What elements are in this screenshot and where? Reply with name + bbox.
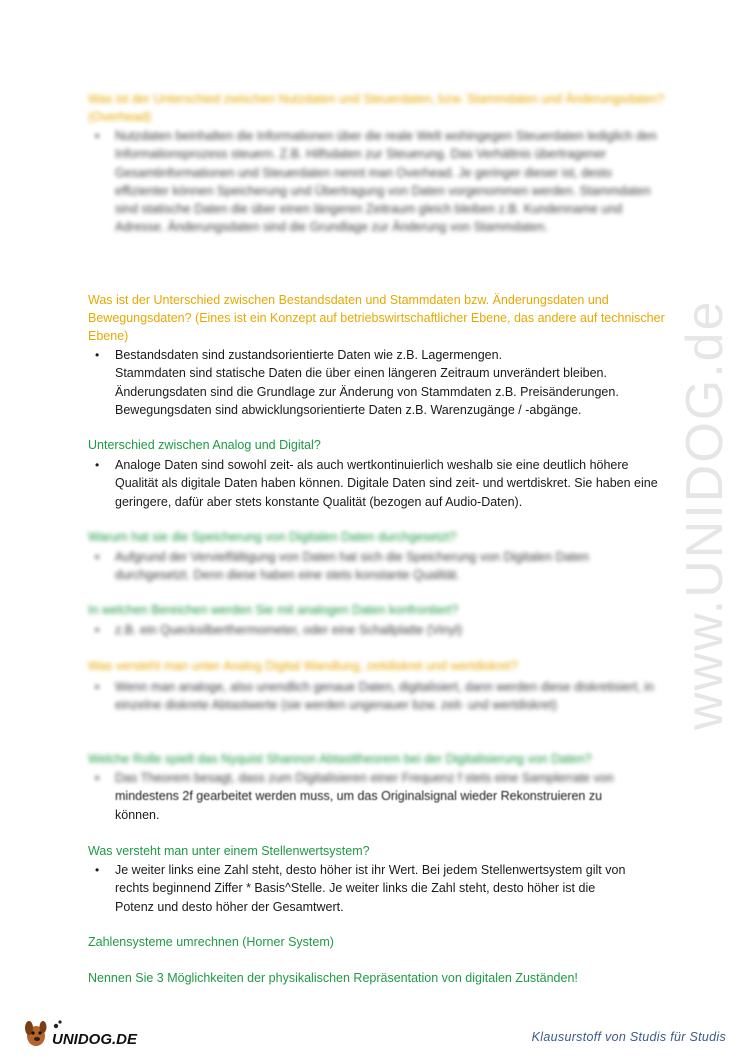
logo-text: UNIDOG.DE [52,1031,138,1048]
answer-2-line-4: Bewegungsdaten sind abwicklungsorientierte Daten z.B. Warenzugänge / -abgänge. [115,402,582,417]
answer-2-line-2: Stammdaten sind statische Daten die über einen längeren Zeitraum unverändert bleiben. [115,366,607,381]
answer-7-line-3: können. [115,807,160,822]
watermark [660,280,750,740]
question-10: Nennen Sie 3 Möglichkeiten der physikalischen Repräsentation von digitalen Zuständen! [88,971,578,985]
answer-8-line-3: Potenz und desto höher der Gesamtwert. [115,899,344,914]
unidog-logo [22,1016,152,1050]
bullet: • [95,863,100,877]
watermark-text: www.UNIDOG.de [676,299,734,730]
answer-3-text: Analoge Daten sind sowohl zeit- als auch wertkontinuierlich weshalb sie eine deutlich höhere Qualität als digitale Daten haben können. Digitale Daten sind zeit- und wertdiskret. Sie haben eine geringere, dafür aber stets konstante Qualität (bezogen auf Audio-Daten). [115,458,658,509]
answer-1 [95,127,665,237]
answer-6 [95,678,665,715]
answer-7-line-2: mindestens 2f gearbeitet werden muss, um das Originalsignal wieder Rekonstruieren zu [115,789,603,804]
answer-4 [95,548,665,585]
bullet: • [95,623,100,637]
question-9: Zahlensysteme umrechnen (Horner System) [88,935,334,949]
answer-2 [95,346,665,419]
bullet: • [95,458,100,472]
bullet: • [95,129,100,143]
bullet: • [95,550,100,564]
answer-7-blurred: Das Theorem besagt, dass zum Digitalisieren einer Frequenz f stets eine Samplerrate von [115,771,614,785]
question-1: Was ist der Unterschied zwischen Nutzdaten und Steuerdaten, bzw. Stammdaten und Änderungsdaten? (Overhead) [88,92,665,124]
answer-1-text: Nutzdaten beinhalten die Informationen über die reale Welt wohingegen Steuerdaten lediglich den Informationsprozess steuern. Z.B. Hilfsdaten zur Steuerung. Das Verhältnis übertragener Gesamtinformationen und Steuerdaten nennt man Overhead. Je geringer dieser ist, desto effizienter können Speicherung und Übertragung von Daten vorgenommen werden. Stammdaten sind statische Daten die über einen längeren Zeitraum gleich bleiben z.B. Kundenname und Adresse. Änderungsdaten sind die Grundlage zur Änderung von Stammdaten. [115,129,657,235]
answer-8-line-1: Je weiter links eine Zahl steht, desto höher ist ihr Wert. Bei jedem Stellenwertsystem gilt von [115,863,626,877]
answer-5-text: z.B. ein Quecksilberthermometer, oder eine Schallplatte (Vinyl) [115,623,463,637]
question-4: Warum hat sie die Speicherung von Digitalen Daten durchgesetzt? [88,530,457,544]
bullet: • [95,348,100,362]
answer-8 [95,861,665,916]
question-7: Welche Rolle spielt das Nyquist Shannon Abtasttheorem bei der Digitalisierung von Daten? [88,752,592,766]
answer-2-line-1: Bestandsdaten sind zustandsorientierte Daten wie z.B. Lagermengen. [115,348,503,362]
answer-2-line-3: Änderungsdaten sind die Grundlage zur Änderung von Stammdaten z.B. Preisänderungen. [115,384,619,399]
question-3: Unterschied zwischen Analog und Digital? [88,438,321,452]
question-2: Was ist der Unterschied zwischen Bestandsdaten und Stammdaten bzw. Änderungsdaten und Bewegungsdaten? (Eines ist ein Konzept auf betriebswirtschaftlicher Ebene, das andere auf technischer Ebene) [88,293,665,343]
answer-7 [95,769,665,824]
question-5: In welchen Bereichen werden Sie mit analogen Daten konfrontiert? [88,603,459,617]
answer-4-text: Aufgrund der Vervielfältigung von Daten hat sich die Speicherung von Digitalen Daten durchgesetzt. Denn diese haben eine stets konstante Qualität. [115,550,589,583]
footer-tagline: Klausurstoff von Studis für Studis [531,1030,726,1044]
question-6: Was versteht man unter Analog Digital Wandlung, zeitdiskret und wertdiskret? [88,659,518,673]
bullet: • [95,771,100,785]
answer-6-text: Wenn man analoge, also unendlich genaue Daten, digitalisiert, dann werden diese diskretisiert, in einzelne diskrete Abtastwerte (sie werden ungenauer bzw. zeit- und wertdiskret) [115,680,654,713]
answer-8-line-2: rechts beginnend Ziffer * Basis^Stelle. Je weiter links die Zahl steht, desto höher ist die [115,881,596,896]
answer-5 [95,621,665,639]
bullet: • [95,680,100,694]
answer-3 [95,456,665,511]
question-8: Was versteht man unter einem Stellenwertsystem? [88,844,370,858]
